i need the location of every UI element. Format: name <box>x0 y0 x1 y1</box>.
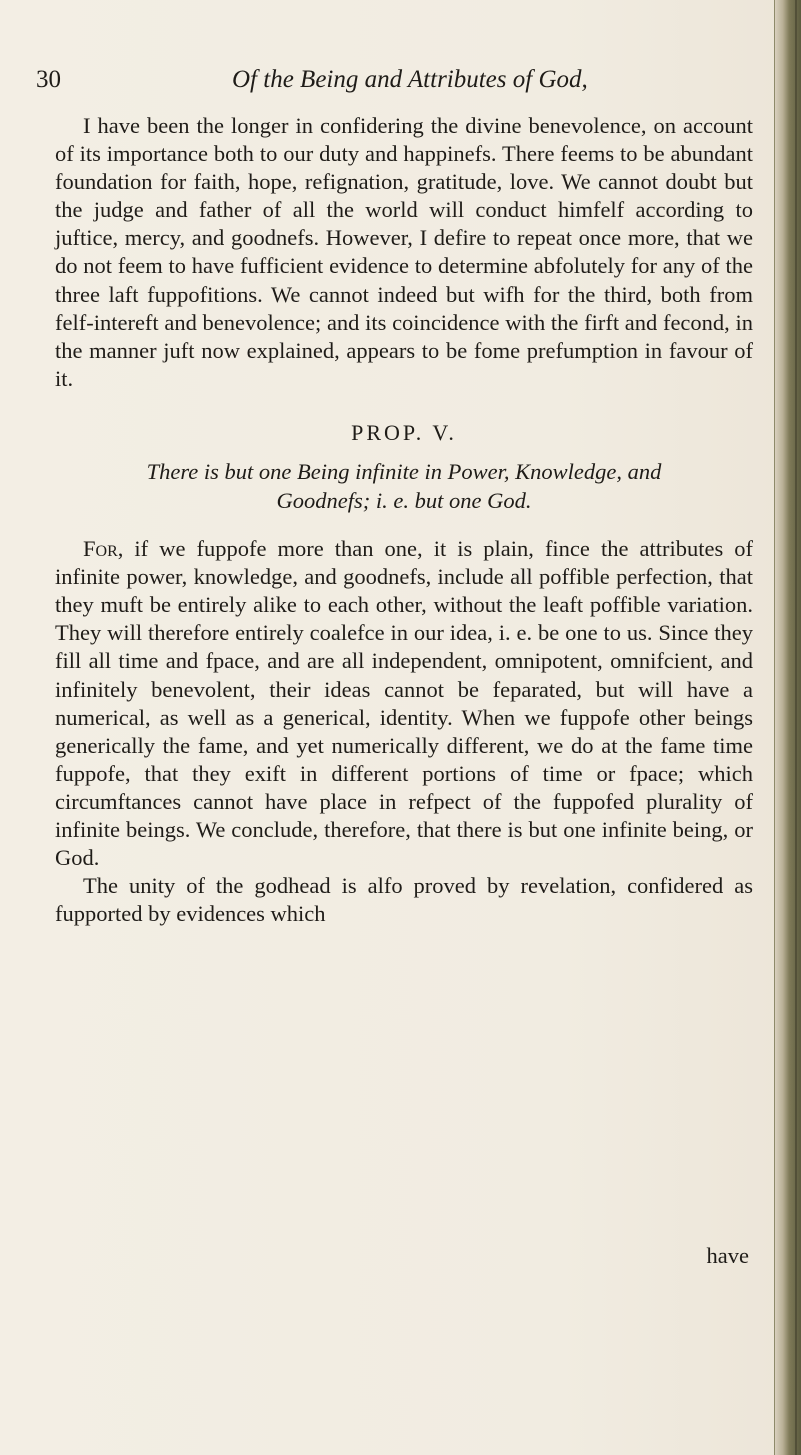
page-number: 30 <box>36 66 61 93</box>
paragraph-revelation: The unity of the godhead is alfo proved by revelation, confidered as fupported by evidences which <box>55 873 753 927</box>
proposition-statement <box>55 457 753 515</box>
paragraph-unity-argument <box>55 535 753 872</box>
proposition-heading: PROP. V. <box>351 419 457 445</box>
proposition-statement-line-2: Goodnefs; i. e. but one God. <box>276 488 532 514</box>
page-body <box>55 112 753 928</box>
page-edge <box>774 0 801 1455</box>
paragraph-benevolence: I have been the longer in confidering the divine benevolence, on account of its importance both to our duty and happinefs. There feems to be abundant foundation for faith, hope, refignation, gratitude, love. We cannot doubt but the judge and father of all the world will conduct himfelf according to juftice, mercy, and goodnefs. However, I defire to repeat once more, that we do not feem to have fufficient evidence to determine abfolutely for any of the three laft fuppofitions. We cannot indeed but wifh for the third, both from felf-intereft and benevolence; and its coincidence with the firft and fecond, in the manner juft now explained, appears to be fome prefumption in favour of it. <box>55 113 753 391</box>
catchword: have <box>706 1243 749 1268</box>
running-title: Of the Being and Attributes of God, <box>232 66 588 93</box>
page-header <box>36 66 756 110</box>
paragraph-unity-text: if we fuppofe more than one, it is plain, fince the attributes of infinite power, knowledge, and goodnefs, include all poffible perfection, that they muft be entirely alike to each other, without the leaft poffible variation. They will therefore entirely coalefce in our idea, i. e. be one to us. Since they fill all time and fpace, and are all independent, omnipotent, omnifcient, and infinitely benevolent, their ideas cannot be feparated, but will have a numerical, as well as a generical, identity. When we fuppofe other beings generically the fame, and yet numerically different, we do at the fame time fuppofe, that they exift in different portions of time or fpace; which circumftances cannot have place in refpect of the fuppofed plurality of infinite beings. We conclude, therefore, that there is but one infinite being, or God. <box>55 536 753 871</box>
binding-shadow <box>795 0 797 1455</box>
proposition-statement-line-1: There is but one Being infinite in Power, Knowledge, and <box>146 459 662 485</box>
opening-word: For, <box>83 536 124 562</box>
